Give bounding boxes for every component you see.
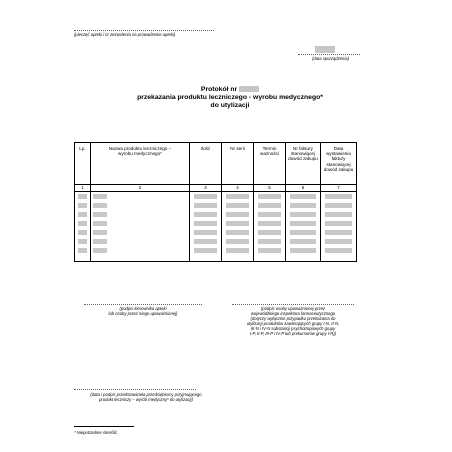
input-field[interactable]	[290, 230, 316, 235]
inspector-caption-line: wojewódzkiego inspektora farmaceutycznego	[250, 311, 336, 316]
input-field[interactable]	[290, 248, 316, 253]
input-field[interactable]	[325, 248, 352, 253]
input-field[interactable]	[226, 194, 249, 199]
stamp-caption: (pieczęć apteki i nr zezwolenia na prowadzenie apteki)	[74, 32, 176, 37]
inspector-signature-caption	[234, 306, 352, 336]
table-cell	[254, 228, 286, 237]
input-field[interactable]	[325, 203, 352, 208]
table-cell	[286, 201, 321, 210]
col-header-expiry: Termin ważności	[254, 143, 286, 185]
table-cell	[190, 219, 222, 228]
table-cell	[254, 246, 286, 255]
table-cell	[222, 228, 254, 237]
table-cell	[286, 237, 321, 246]
col-number: 6	[286, 185, 321, 192]
table-cell	[254, 237, 286, 246]
table-cell	[321, 192, 357, 202]
input-field[interactable]	[325, 221, 352, 226]
input-field[interactable]	[226, 248, 249, 253]
manager-caption-line: lub osoby przez niego upoważnionej)	[108, 311, 178, 316]
input-field[interactable]	[93, 212, 107, 217]
recipient-signature-line	[74, 389, 196, 390]
table-header-row	[75, 143, 357, 185]
input-field[interactable]	[258, 230, 281, 235]
input-field[interactable]	[290, 239, 316, 244]
footnote: * Niepotrzebne skreślić.	[74, 430, 118, 435]
recipient-caption-line: (data i podpis przedstawiciela przedsiębiorcy przyjmującego	[90, 392, 202, 397]
inspector-caption-line: utylizacji produktów zawierających grupy I-N, II-N,	[246, 321, 340, 326]
table-cell	[91, 228, 190, 237]
input-field[interactable]	[258, 194, 281, 199]
table-cell	[91, 210, 190, 219]
input-field[interactable]	[290, 221, 316, 226]
table-cell	[75, 219, 91, 228]
input-field[interactable]	[258, 221, 281, 226]
table-row	[75, 219, 357, 228]
col-header-lp: Lp.	[75, 143, 91, 185]
col-number: 1	[75, 185, 91, 192]
input-field[interactable]	[93, 248, 107, 253]
table-row	[75, 237, 357, 246]
input-field[interactable]	[226, 221, 249, 226]
input-field[interactable]	[78, 230, 87, 235]
table-cell	[321, 201, 357, 210]
inspector-caption-line: (podpis osoby upoważnionej przez	[260, 306, 326, 311]
table-cell	[222, 219, 254, 228]
table-cell	[222, 201, 254, 210]
input-field[interactable]	[325, 230, 352, 235]
table-cell	[321, 219, 357, 228]
inspector-caption-line: III-N i IV-N substancji psychotropowych grupy	[250, 326, 336, 331]
input-field[interactable]	[258, 239, 281, 244]
input-field[interactable]	[258, 212, 281, 217]
protocol-number-field[interactable]	[239, 86, 259, 92]
table-cell	[190, 192, 222, 202]
table-cell	[75, 237, 91, 246]
input-field[interactable]	[258, 203, 281, 208]
input-field[interactable]	[325, 212, 352, 217]
table-cell	[75, 201, 91, 210]
stamp-line	[74, 30, 214, 31]
input-field[interactable]	[290, 203, 316, 208]
input-field[interactable]	[226, 212, 249, 217]
document-title	[80, 86, 380, 110]
table-cell	[321, 246, 357, 255]
input-field[interactable]	[194, 194, 217, 199]
table-cell	[286, 210, 321, 219]
table-cell	[91, 192, 190, 202]
table-cell	[254, 192, 286, 202]
input-field[interactable]	[325, 194, 352, 199]
table-cell	[91, 246, 190, 255]
input-field[interactable]	[78, 203, 87, 208]
col-header-invoice-date: Data wystawienia faktury stanowiącej dowód zakupu	[321, 143, 357, 185]
table-cell	[286, 255, 321, 262]
date-line	[298, 54, 360, 55]
col-number: 4	[222, 185, 254, 192]
table-cell	[91, 237, 190, 246]
table-cell	[286, 246, 321, 255]
inspector-caption-line: I-P, II-P, III-P i IV-P lub prekursorów grupy I-R))	[249, 331, 337, 336]
input-field[interactable]	[93, 221, 107, 226]
input-field[interactable]	[194, 248, 217, 253]
table-cell	[190, 210, 222, 219]
table-cell	[222, 237, 254, 246]
disposal-table	[74, 142, 357, 262]
col-number: 7	[321, 185, 357, 192]
date-caption: (data sporządzenia)	[312, 56, 350, 61]
table-cell	[321, 255, 357, 262]
table-cell	[190, 201, 222, 210]
inspector-signature-line	[232, 304, 354, 305]
input-field[interactable]	[226, 230, 249, 235]
date-field[interactable]	[315, 46, 335, 53]
manager-signature-line	[84, 304, 202, 305]
input-field[interactable]	[93, 239, 107, 244]
col-header-name: Nazwa produktu leczniczego – wyrobu medycznego*	[91, 143, 190, 185]
table-cell	[254, 201, 286, 210]
table-row	[75, 228, 357, 237]
footnote-separator	[74, 426, 134, 427]
table-cell	[286, 192, 321, 202]
table-cell	[190, 228, 222, 237]
input-field[interactable]	[226, 203, 249, 208]
col-header-invoice-no: Nr faktury stanowiącej dowód zakupu	[286, 143, 321, 185]
input-field[interactable]	[78, 221, 87, 226]
input-field[interactable]	[290, 194, 316, 199]
table-cell	[91, 201, 190, 210]
input-field[interactable]	[290, 212, 316, 217]
col-header-quantity: Ilość	[190, 143, 222, 185]
input-field[interactable]	[93, 194, 107, 199]
input-field[interactable]	[78, 239, 87, 244]
table-row	[75, 246, 357, 255]
input-field[interactable]	[194, 221, 217, 226]
table-cell	[75, 210, 91, 219]
table-cell	[254, 255, 286, 262]
table-cell	[190, 237, 222, 246]
title-line-3: do utylizacji	[210, 102, 250, 109]
input-field[interactable]	[93, 203, 107, 208]
table-cell	[286, 219, 321, 228]
table-body	[75, 192, 357, 262]
title-line-2: przekazania produktu leczniczego - wyrobu medycznego*	[137, 94, 323, 101]
recipient-signature-caption	[74, 392, 218, 402]
col-number: 2	[91, 185, 190, 192]
inspector-caption-line: (dotyczy wyłącznie przypadku przekazania do	[250, 316, 336, 321]
input-field[interactable]	[78, 212, 87, 217]
table-cell	[222, 192, 254, 202]
title-line-1	[80, 86, 380, 94]
table-cell	[75, 255, 91, 262]
table-cell	[321, 228, 357, 237]
col-header-series: Nr serii	[222, 143, 254, 185]
col-number: 5	[254, 185, 286, 192]
input-field[interactable]	[258, 248, 281, 253]
table-cell	[222, 210, 254, 219]
input-field[interactable]	[226, 239, 249, 244]
manager-caption-line: (podpis kierownika apteki	[119, 306, 167, 311]
table-row	[75, 192, 357, 202]
input-field[interactable]	[325, 239, 352, 244]
table-cell	[222, 255, 254, 262]
table-cell	[91, 219, 190, 228]
input-field[interactable]	[78, 194, 87, 199]
table-cell	[91, 255, 190, 262]
input-field[interactable]	[194, 230, 217, 235]
table-cell	[286, 228, 321, 237]
table-cell	[75, 192, 91, 202]
input-field[interactable]	[78, 248, 87, 253]
table-cell	[321, 210, 357, 219]
input-field[interactable]	[194, 239, 217, 244]
table-cell	[254, 219, 286, 228]
table-cell	[222, 246, 254, 255]
table-row	[75, 201, 357, 210]
input-field[interactable]	[194, 203, 217, 208]
table-cell	[190, 246, 222, 255]
col-number: 3	[190, 185, 222, 192]
input-field[interactable]	[93, 230, 107, 235]
table-cell	[75, 228, 91, 237]
column-number-row	[75, 185, 357, 192]
manager-signature-caption	[84, 306, 202, 316]
table-cell	[321, 237, 357, 246]
table-cell	[254, 210, 286, 219]
table-cell	[75, 246, 91, 255]
recipient-caption-line: produkt leczniczy – wyrób medyczny* do utylizacji)	[99, 397, 193, 402]
table-row	[75, 210, 357, 219]
table-cell	[190, 255, 222, 262]
input-field[interactable]	[194, 212, 217, 217]
protocol-number-label: Protokół nr	[200, 86, 238, 93]
table-row	[75, 255, 357, 262]
